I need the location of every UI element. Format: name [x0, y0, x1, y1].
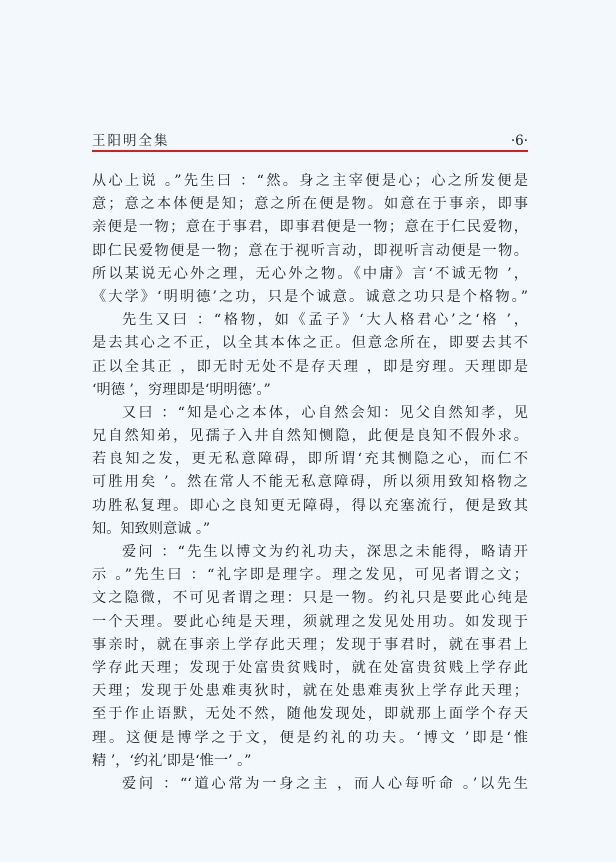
running-header [92, 133, 528, 151]
text-line: 天理；发现于处患难夷狄时，就在处患难夷狄上学存此天理； [92, 683, 528, 700]
text-line: 是去其心之不正，以全其本体之正。但意念所在，即要去其不 [92, 335, 528, 352]
text-line: 可胜用矣 ’。然在常人不能无私意障碍，所以须用致知格物之 [92, 474, 528, 491]
text-line: 所以某说无心外之理，无心外之物。《中庸》言‘不诚无物 ’， [92, 265, 528, 282]
text-line: 兄自然知弟，见孺子入井自然知恻隐，此便是良知不假外求。 [92, 428, 528, 445]
text-line: 从心上说 。”先生曰 ：“然。身之主宰便是心；心之所发便是 [92, 173, 528, 189]
body-text [92, 170, 528, 796]
text-line: 事亲时，就在事亲上学存此天理；发现于事君时，就在事君上 [92, 636, 528, 653]
text-line: 若良知之发，更无私意障碍，即所谓‘充其恻隐之心，而仁不 [92, 451, 528, 468]
text-line: 即仁民爱物便是一物；意在于视听言动，即视听言动便是一物。 [92, 242, 528, 259]
text-line: 精 ’，‘约礼’即是‘惟一’ 。” [92, 752, 252, 769]
text-line: 爱问 ：“先生以博文为约礼功夫，深思之未能得，略请开 [122, 544, 528, 560]
text-line: 先生又曰 ：“格物，如《孟子》‘大人格君心’之‘格 ’， [122, 312, 528, 329]
header-rule [92, 150, 528, 152]
text-line: 功胜私复理。即心之良知更无障碍，得以充塞流行，便是致其 [92, 497, 528, 514]
text-line: 示 。”先生曰 ：“礼字即是理字。理之发见，可见者谓之文； [92, 567, 528, 584]
text-line: 又曰 ：“知是心之本体，心自然会知：见父自然知孝，见 [122, 404, 528, 421]
text-line: 文之隐微，不可见者谓之理：只是一物。约礼只是要此心纯是 [92, 590, 528, 607]
text-line: 学存此天理；发现于处富贵贫贱时，就在处富贵贫贱上学存此 [92, 659, 528, 676]
text-line: 知。知致则意诚 。” [92, 520, 211, 537]
text-line: ‘明德 ’，穷理即是‘明明德’。” [92, 381, 271, 398]
text-line: 《大学》‘明明德’之功，只是个诚意。诚意之功只是个格物。” [92, 288, 528, 305]
text-line: 理。这便是博学之于文，便是约礼的功夫。‘博文 ’即是‘惟 [92, 729, 528, 746]
text-line: 至于作止语默，无处不然，随他发现处，即就那上面学个存天 [92, 706, 528, 723]
text-line: 意；意之本体便是知；意之所在便是物。如意在于事亲，即事 [92, 196, 528, 213]
text-line: 一个天理。要此心纯是天理，须就理之发见处用功。如发现于 [92, 613, 528, 630]
text-line: 亲便是一物；意在于事君，即事君便是一物；意在于仁民爱物， [92, 219, 528, 236]
book-title: 王阳明全集 [92, 133, 170, 149]
text-line: 正以全其正 ，即无时无处不是存天理 ，即是穷理。天理即是 [92, 358, 528, 375]
text-line: 爱问 ：“‘道心常为一身之主 ，而人心每听命 。’以先生 [122, 775, 528, 792]
page-number: ·6· [510, 133, 528, 149]
